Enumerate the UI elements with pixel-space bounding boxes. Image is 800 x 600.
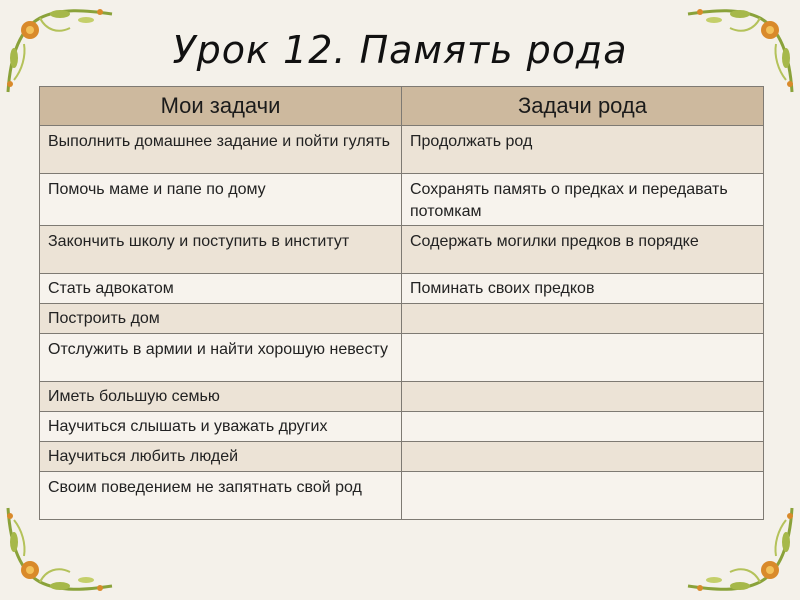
page-title: Урок 12. Память рода xyxy=(172,28,628,72)
column-header-my-tasks: Мои задачи xyxy=(40,87,402,126)
table-cell: Закончить школу и поступить в институт xyxy=(40,226,402,274)
table-row xyxy=(40,174,764,226)
table-cell: Иметь большую семью xyxy=(40,382,402,412)
table-cell xyxy=(402,412,764,442)
table-row xyxy=(40,226,764,274)
table-cell: Своим поведением не запятнать свой род xyxy=(40,472,402,520)
column-header-family-tasks: Задачи рода xyxy=(402,87,764,126)
table-cell: Выполнить домашнее задание и пойти гулять xyxy=(40,126,402,174)
table-row xyxy=(40,334,764,382)
table-cell: Отслужить в армии и найти хорошую невесту xyxy=(40,334,402,382)
table-row xyxy=(40,126,764,174)
table-cell: Помочь маме и папе по дому xyxy=(40,174,402,226)
table-row xyxy=(40,382,764,412)
table-cell: Научиться любить людей xyxy=(40,442,402,472)
table-cell: Научиться слышать и уважать других xyxy=(40,412,402,442)
table-row xyxy=(40,442,764,472)
table-cell: Построить дом xyxy=(40,304,402,334)
table-header-row xyxy=(40,87,764,126)
table-cell: Поминать своих предков xyxy=(402,274,764,304)
table-row xyxy=(40,472,764,520)
table-cell xyxy=(402,304,764,334)
table-cell: Сохранять память о предках и передавать потомкам xyxy=(402,174,764,226)
table-row xyxy=(40,412,764,442)
table-row xyxy=(40,304,764,334)
table-cell: Содержать могилки предков в порядке xyxy=(402,226,764,274)
table-cell xyxy=(402,382,764,412)
table-row xyxy=(40,274,764,304)
table-cell: Стать адвокатом xyxy=(40,274,402,304)
table-cell xyxy=(402,472,764,520)
table-cell xyxy=(402,334,764,382)
table-cell xyxy=(402,442,764,472)
tasks-table xyxy=(39,86,764,520)
table-cell: Продолжать род xyxy=(402,126,764,174)
